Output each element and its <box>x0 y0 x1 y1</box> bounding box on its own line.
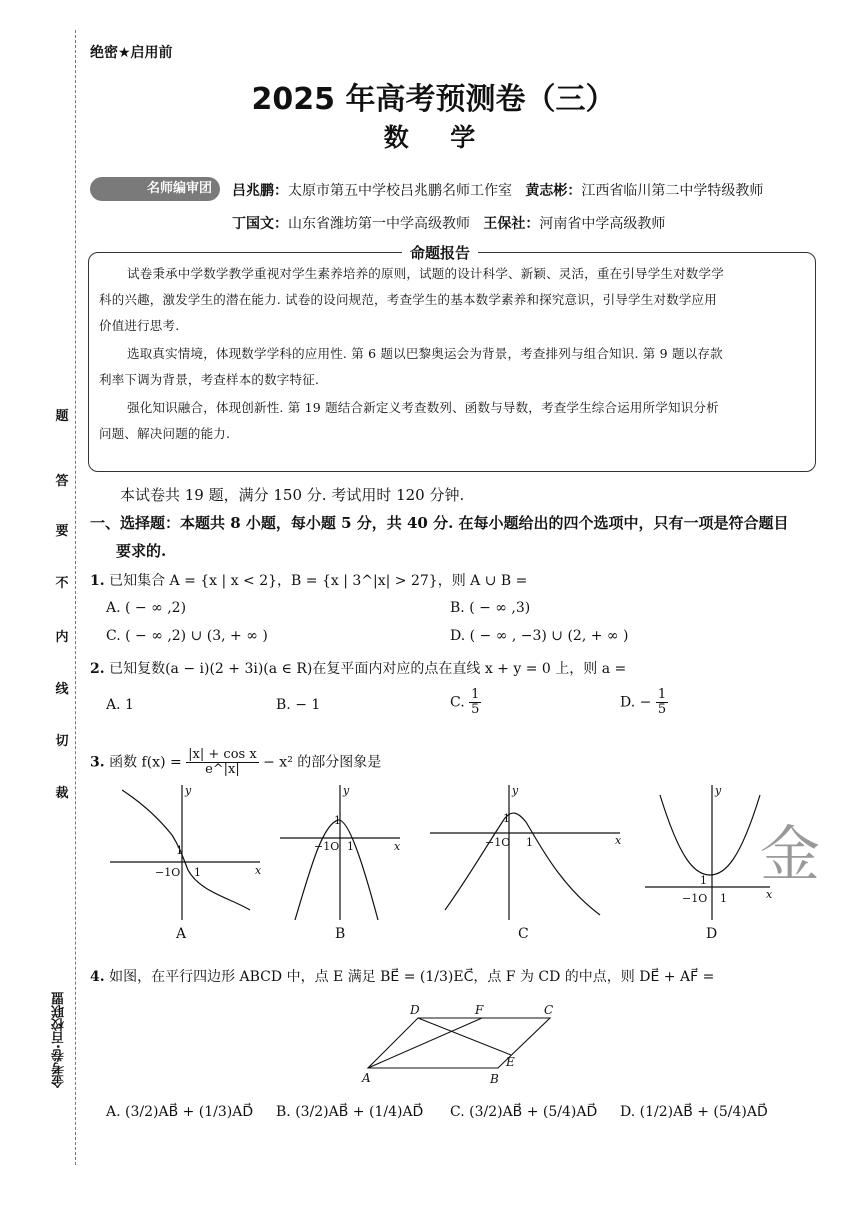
report-text: 强化知识融合，体现创新性. 第 19 题结合新定义考查数列、函数与导数，考查学生综合运用所学知识分析 <box>127 400 719 415</box>
report-text: 问题、解决问题的能力. <box>99 426 231 441</box>
tick-label: −1O <box>314 840 340 853</box>
fraction-num: 1 <box>657 687 667 702</box>
question-stem-post: − x² 的部分图象是 <box>263 754 382 771</box>
brand-vertical: 金考卷·百校联盟 <box>52 992 67 1088</box>
question-number: 1. <box>90 573 105 589</box>
section-heading-cont: 要求的. <box>116 542 167 560</box>
teacher-line-2 <box>232 213 665 233</box>
graph-d <box>645 785 770 920</box>
cut-char: 线 <box>55 682 69 697</box>
segment-de <box>418 1018 511 1055</box>
graph-a <box>110 785 260 920</box>
cut-char: 不 <box>55 576 69 591</box>
q4-option-a[interactable]: A. (3/2)AB⃗ + (1/3)AD⃗ <box>106 1104 254 1120</box>
point-label: D <box>410 1003 420 1017</box>
report-text: 利率下调为背景，考查样本的数字特征. <box>99 372 320 387</box>
question-stem: 如图，在平行四边形 ABCD 中，点 E 满足 BE⃗ = (1/3)EC⃗，点 F 为 CD 的中点，则 DE⃗ + AF⃗ = <box>109 969 715 985</box>
cut-char: 答 <box>55 474 69 489</box>
axis-label: x <box>394 840 401 853</box>
q4-option-c[interactable]: C. (3/2)AB⃗ + (5/4)AD⃗ <box>450 1104 598 1120</box>
fraction-den: 5 <box>657 702 667 717</box>
tick-label: 1 <box>503 812 510 825</box>
q2-option-b[interactable]: B. − 1 <box>276 697 321 713</box>
tick-label: −1O <box>682 892 708 905</box>
question-stem: 已知复数(a − i)(2 + 3i)(a ∈ R)在复平面内对应的点在直线 x + y = 0 上，则 a = <box>109 661 627 677</box>
cut-char: 题 <box>55 409 69 424</box>
cut-char: 切 <box>55 734 69 749</box>
fraction-num: |x| + cos x <box>188 747 257 762</box>
q1-option-d[interactable]: D. ( − ∞ , −3) ∪ (2, + ∞ ) <box>450 628 629 644</box>
report-text: 试卷秉承中学数学教学重视对学生素养培养的原则，试题的设计科学、新颖、灵活，重在引导学生对数学学 <box>127 266 724 281</box>
page-title: 2025 年高考预测卷（三） <box>251 82 616 117</box>
teacher-org: 太原市第五中学校吕兆鹏名师工作室 <box>288 183 512 199</box>
question-4 <box>90 966 714 986</box>
cut-char: 裁 <box>55 786 69 801</box>
q4-parallelogram <box>350 1000 570 1090</box>
graph-label-d[interactable]: D <box>706 926 718 942</box>
question-number: 3. <box>90 754 105 771</box>
graph-label-c[interactable]: C <box>518 926 529 942</box>
tick-label: 1 <box>176 844 183 857</box>
q3-graphs <box>100 780 830 945</box>
axis-label: y <box>715 784 722 797</box>
q1-option-a[interactable]: A. ( − ∞ ,2) <box>106 600 187 616</box>
teacher-org: 山东省潍坊第一中学高级教师 <box>288 216 470 232</box>
cut-char: 内 <box>55 630 69 645</box>
axis-label: y <box>512 784 519 797</box>
q4-option-d[interactable]: D. (1/2)AB⃗ + (5/4)AD⃗ <box>620 1104 768 1120</box>
tick-label: 1 <box>720 892 727 905</box>
segment-af <box>368 1018 482 1068</box>
axis-label: x <box>255 864 262 877</box>
tick-label: 1 <box>334 814 341 827</box>
tick-label: 1 <box>526 836 533 849</box>
q2-option-d[interactable] <box>620 688 668 717</box>
subject-title: 数 学 <box>383 123 484 152</box>
q4-option-b[interactable]: B. (3/2)AB⃗ + (1/4)AD⃗ <box>276 1104 424 1120</box>
q2-option-c[interactable] <box>450 688 481 717</box>
graph-b <box>280 785 400 920</box>
teacher-line-1 <box>232 180 763 200</box>
axis-label: x <box>766 888 773 901</box>
graph-c <box>430 785 620 920</box>
tick-label: −1O <box>155 866 181 879</box>
point-label: F <box>475 1003 484 1017</box>
fraction-den: 5 <box>471 702 480 717</box>
axis-label: y <box>343 784 350 797</box>
parallelogram <box>368 1018 550 1068</box>
tick-label: 1 <box>194 866 201 879</box>
question-stem: 已知集合 A = {x | x < 2}，B = {x | 3^|x| > 27}，则 A ∪ B = <box>109 573 528 589</box>
teacher-name: 王保社： <box>483 216 540 232</box>
cut-char: 要 <box>55 524 69 539</box>
curve-a <box>122 790 250 910</box>
question-2 <box>90 658 626 678</box>
report-text: 科的兴趣，激发学生的潜在能力. 试卷的设问规范，考查学生的基本数学素养和探究意识，引导学生对数学应用 <box>99 292 717 307</box>
secret-label: 绝密★启用前 <box>90 45 173 61</box>
graph-label-b[interactable]: B <box>335 926 346 942</box>
tick-label: 1 <box>347 840 354 853</box>
option-label: D. − <box>620 694 652 711</box>
point-label: A <box>362 1071 371 1085</box>
badge-label: 名师编审团 <box>146 181 212 196</box>
teacher-name: 吕兆鹏： <box>232 183 288 199</box>
section-heading: 一、选择题：本题共 8 小题，每小题 5 分，共 40 分. 在每小题给出的四个选项中，只有一项是符合题目 <box>90 514 789 532</box>
question-1 <box>90 570 527 590</box>
curve-b <box>295 820 378 920</box>
watermark-glyph: 金 <box>760 820 820 890</box>
fraction <box>656 688 668 717</box>
report-heading: 命题报告 <box>402 242 478 263</box>
curve-c <box>445 813 600 915</box>
question-number: 4. <box>90 969 105 985</box>
teacher-org: 江西省临川第二中学特级教师 <box>581 183 764 199</box>
point-label: E <box>506 1055 515 1069</box>
point-label: C <box>544 1003 554 1017</box>
tick-label: −1O <box>485 836 511 849</box>
question-3 <box>90 748 381 777</box>
binding-line <box>75 30 76 1165</box>
point-label: B <box>490 1072 499 1086</box>
teacher-badge <box>90 177 220 201</box>
report-text: 选取真实情境，体现数学学科的应用性. 第 6 题以巴黎奥运会为背景，考查排列与组合知识. 第 9 题以存款 <box>127 346 723 361</box>
report-text: 价值进行思考. <box>99 318 180 333</box>
graph-label-a[interactable]: A <box>176 926 187 942</box>
teacher-name: 黄志彬： <box>525 183 582 199</box>
question-number: 2. <box>90 661 105 677</box>
question-stem-pre: 函数 f(x) = <box>109 754 182 771</box>
curve-d <box>660 795 760 875</box>
option-label: C. <box>450 694 465 711</box>
teacher-name: 丁国文： <box>232 216 288 232</box>
q1-option-c[interactable]: C. ( − ∞ ,2) ∪ (3, + ∞ ) <box>106 628 268 644</box>
report-box <box>88 244 816 472</box>
axis-label: y <box>185 784 192 797</box>
fraction <box>186 748 259 777</box>
axis-label: x <box>615 834 622 847</box>
q2-option-a[interactable]: A. 1 <box>106 697 134 713</box>
q1-option-b[interactable]: B. ( − ∞ ,3) <box>450 600 531 616</box>
fraction-den: e^|x| <box>205 762 240 777</box>
fraction <box>469 688 481 717</box>
teacher-org: 河南省中学高级教师 <box>539 216 666 232</box>
tick-label: 1 <box>700 874 707 887</box>
exam-intro: 本试卷共 19 题，满分 150 分. 考试用时 120 分钟. <box>120 486 465 504</box>
fraction-num: 1 <box>471 687 480 702</box>
